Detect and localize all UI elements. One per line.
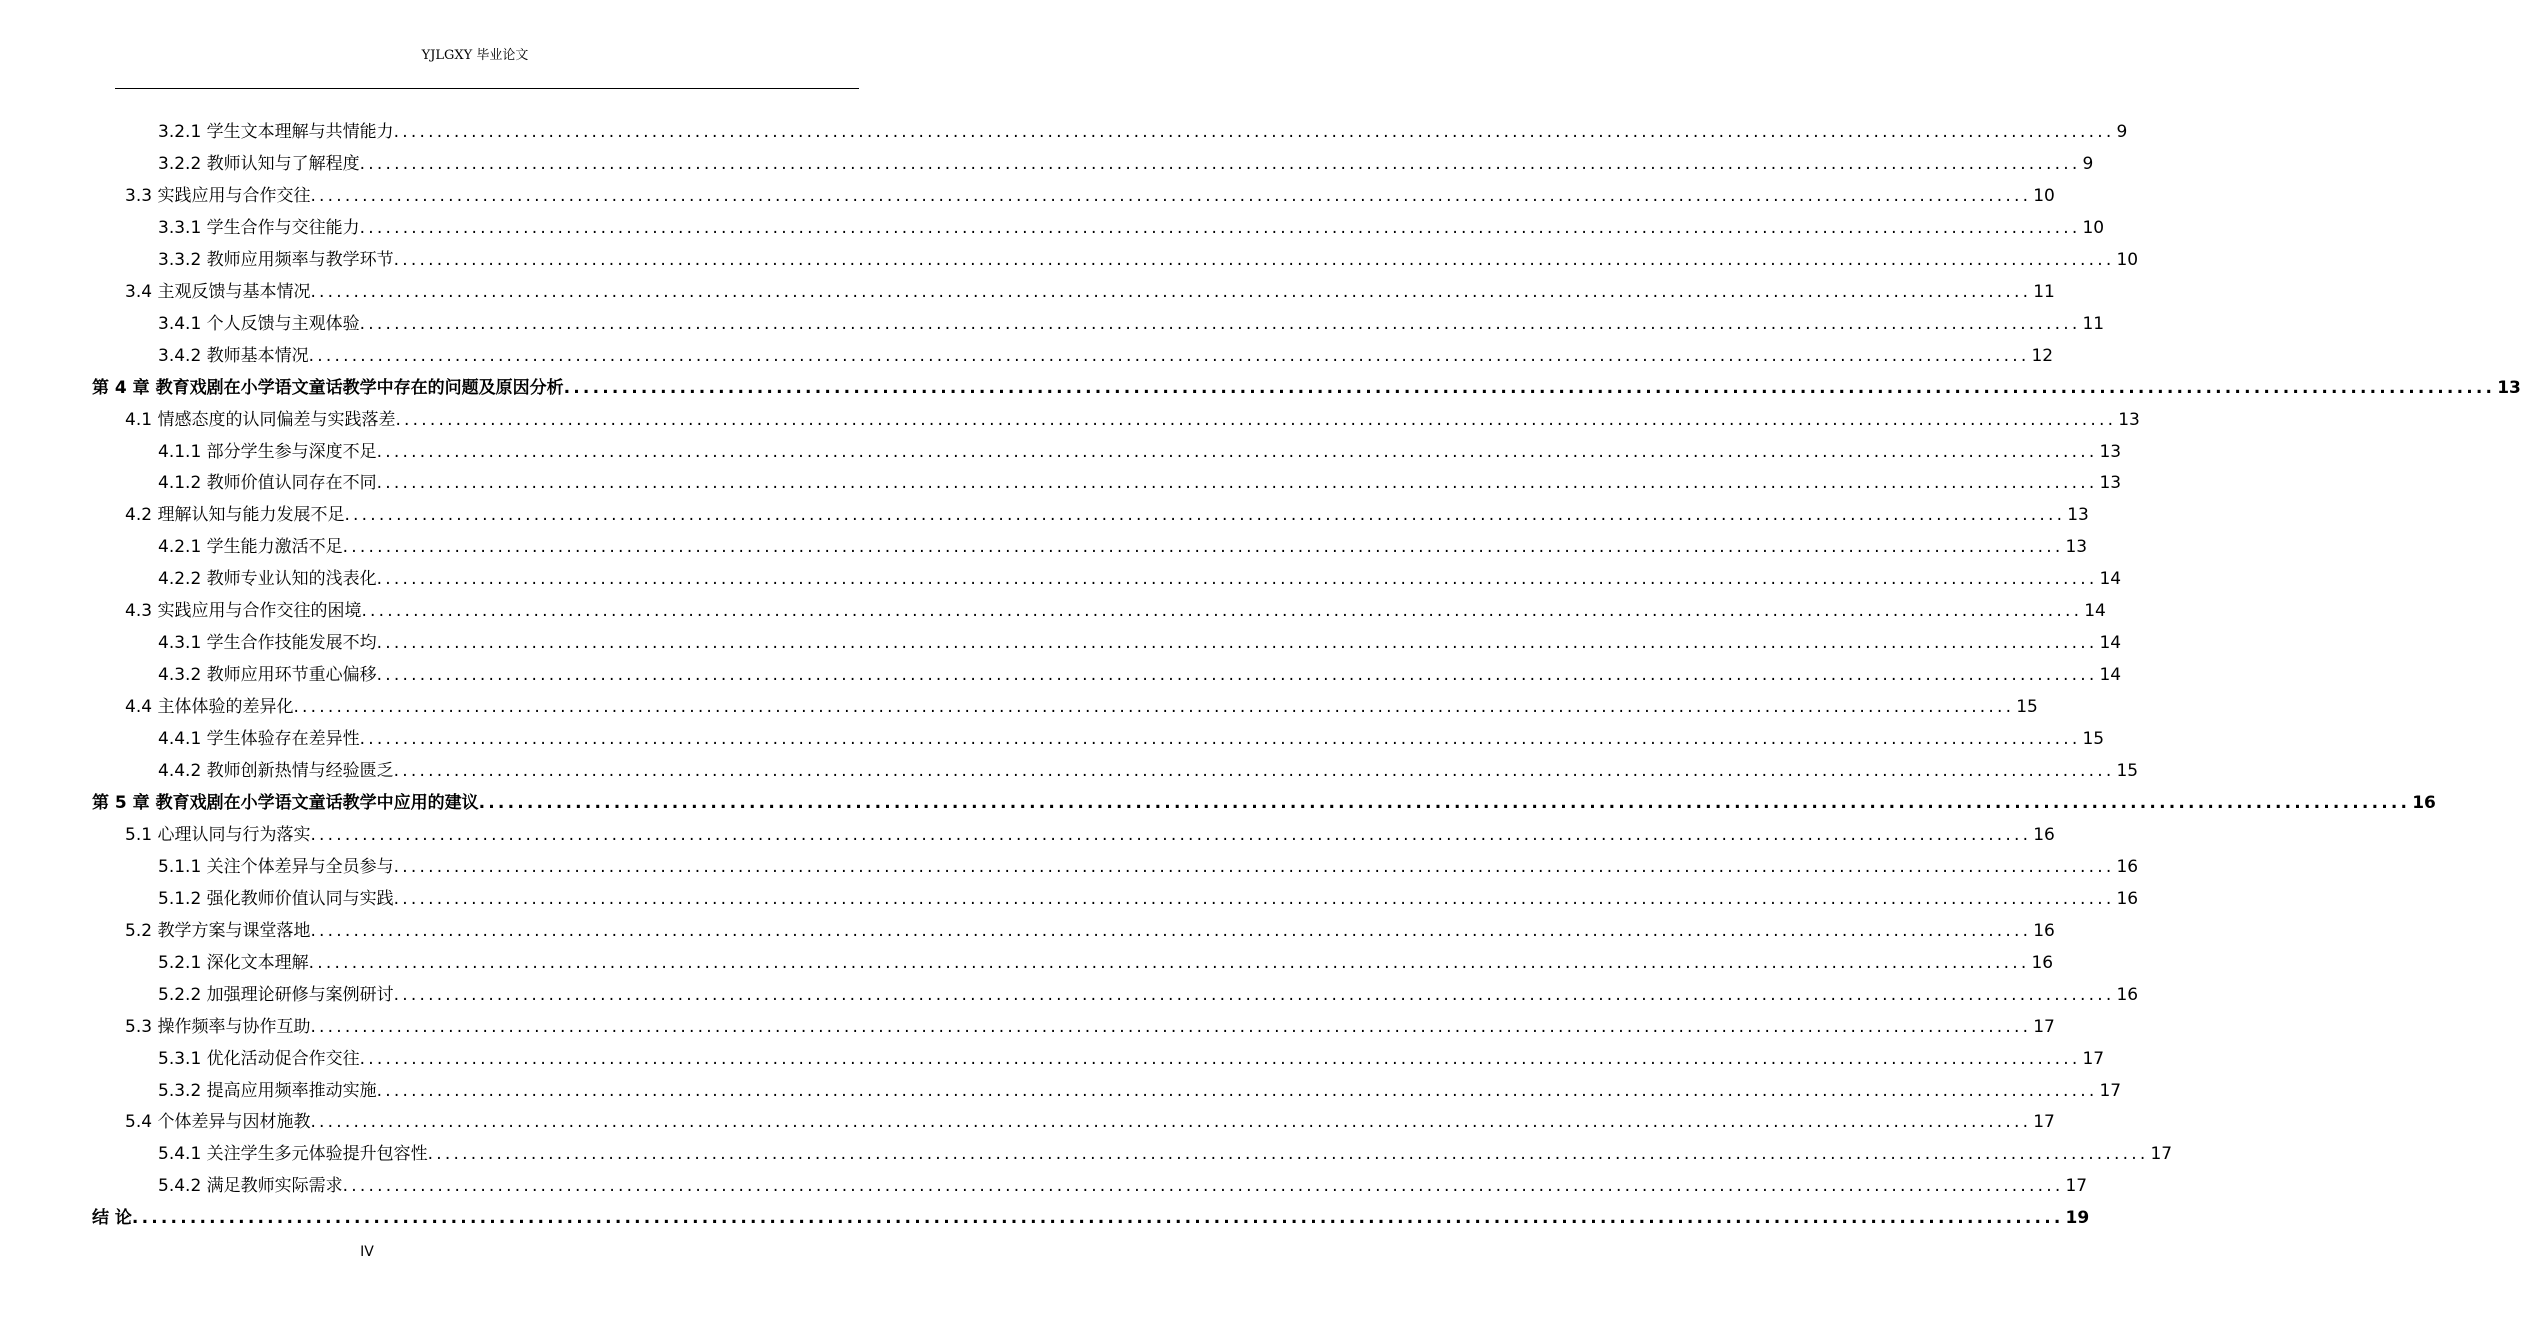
toc-dot-leader: ........................................................................................................................................................................................................ xyxy=(310,1112,2032,1133)
toc-entry-page: 16 xyxy=(2116,984,2139,1005)
toc-entry-label: 5.1.1 关注个体差异与全员参与 xyxy=(158,856,394,877)
toc-entry-label: 4.3.2 教师应用环节重心偏移 xyxy=(158,665,377,686)
toc-dot-leader: ........................................................................................................................................................................................................ xyxy=(393,888,2115,909)
toc-entry[interactable] xyxy=(92,372,2521,404)
toc-dot-leader: ........................................................................................................................................................................................................ xyxy=(376,633,2098,654)
toc-entry-label: 5.2.2 加强理论研修与案例研讨 xyxy=(158,984,394,1005)
toc-entry-page: 16 xyxy=(2031,952,2054,973)
toc-entry-label: 3.3 实践应用与合作交往 xyxy=(125,185,311,206)
toc-entry[interactable] xyxy=(125,915,2055,947)
toc-dot-leader: ........................................................................................................................................................................................................ xyxy=(310,1016,2032,1037)
toc-entry-label: 4.1.1 部分学生参与深度不足 xyxy=(158,441,377,462)
toc-dot-leader: ........................................................................................................................................................................................................ xyxy=(563,377,2496,398)
toc-entry-label: 4.2.1 学生能力激活不足 xyxy=(158,537,343,558)
header-rule xyxy=(115,88,859,89)
toc-dot-leader: ........................................................................................................................................................................................................ xyxy=(376,473,2098,494)
toc-entry[interactable] xyxy=(158,627,2122,659)
toc-dot-leader: ........................................................................................................................................................................................................ xyxy=(342,1176,2064,1197)
toc-entry[interactable] xyxy=(158,1170,2088,1202)
toc-dot-leader: ........................................................................................................................................................................................................ xyxy=(310,824,2032,845)
toc-dot-leader: ........................................................................................................................................................................................................ xyxy=(359,153,2081,174)
toc-entry-page: 13 xyxy=(2497,377,2521,398)
toc-entry-page: 17 xyxy=(2150,1144,2173,1165)
toc-entry-label: 第 5 章 教育戏剧在小学语文童话教学中应用的建议 xyxy=(92,792,479,813)
toc-entry[interactable] xyxy=(158,531,2088,563)
toc-entry[interactable] xyxy=(158,755,2139,787)
toc-entry[interactable] xyxy=(125,1011,2055,1043)
toc-entry-page: 15 xyxy=(2016,697,2038,718)
toc-entry[interactable] xyxy=(125,180,2055,212)
toc-entry[interactable] xyxy=(158,1075,2122,1107)
page-header: YJLGXY 毕业论文 xyxy=(421,48,529,63)
toc-entry-page: 16 xyxy=(2033,920,2055,941)
toc-entry[interactable] xyxy=(158,1138,2173,1170)
toc-dot-leader: ........................................................................................................................................................................................................ xyxy=(359,313,2081,334)
toc-entry[interactable] xyxy=(158,1043,2105,1075)
toc-entry-label: 4.3 实践应用与合作交往的困境 xyxy=(125,601,362,622)
toc-entry-label: 3.3.1 学生合作与交往能力 xyxy=(158,217,360,238)
toc-entry-page: 13 xyxy=(2099,441,2122,462)
toc-entry[interactable] xyxy=(158,244,2139,276)
toc-entry-page: 9 xyxy=(2116,122,2128,142)
toc-entry[interactable] xyxy=(158,436,2122,468)
toc-entry-label: 4.1 情感态度的认同偏差与实践落差 xyxy=(125,409,396,430)
toc-entry[interactable] xyxy=(92,787,2436,819)
toc-entry-page: 19 xyxy=(2065,1208,2090,1229)
toc-entry-label: 3.2.2 教师认知与了解程度 xyxy=(158,153,360,174)
toc-entry-page: 12 xyxy=(2031,345,2054,366)
toc-dot-leader: ........................................................................................................................................................................................................ xyxy=(308,952,2030,973)
toc-dot-leader: ........................................................................................................................................................................................................ xyxy=(427,1144,2149,1165)
toc-entry[interactable] xyxy=(158,212,2105,244)
toc-entry-label: 第 4 章 教育戏剧在小学语文童话教学中存在的问题及原因分析 xyxy=(92,377,564,398)
toc-entry[interactable] xyxy=(125,1106,2055,1138)
toc-dot-leader: ........................................................................................................................................................................................................ xyxy=(293,697,2015,718)
toc-entry-label: 4.4 主体体验的差异化 xyxy=(125,697,294,718)
toc-dot-leader: ........................................................................................................................................................................................................ xyxy=(393,761,2115,781)
toc-entry-page: 13 xyxy=(2118,409,2140,430)
toc-entry[interactable] xyxy=(158,116,2128,148)
toc-entry-label: 3.2.1 学生文本理解与共情能力 xyxy=(158,122,394,142)
toc-entry[interactable] xyxy=(158,659,2122,691)
toc-dot-leader: ........................................................................................................................................................................................................ xyxy=(359,729,2081,750)
toc-dot-leader: ........................................................................................................................................................................................................ xyxy=(361,601,2083,622)
toc-dot-leader: ........................................................................................................................................................................................................ xyxy=(359,1048,2081,1069)
toc-dot-leader: ........................................................................................................................................................................................................ xyxy=(393,122,2115,142)
toc-entry-page: 14 xyxy=(2099,633,2122,654)
toc-dot-leader: ........................................................................................................................................................................................................ xyxy=(359,217,2081,238)
toc-entry-page: 14 xyxy=(2099,569,2122,590)
toc-dot-leader: ........................................................................................................................................................................................................ xyxy=(344,505,2066,526)
toc-entry[interactable] xyxy=(158,467,2122,499)
toc-entry-label: 4.4.1 学生体验存在差异性 xyxy=(158,729,360,750)
toc-dot-leader: ........................................................................................................................................................................................................ xyxy=(310,185,2032,206)
toc-dot-leader: ........................................................................................................................................................................................................ xyxy=(478,792,2411,813)
toc-entry[interactable] xyxy=(125,691,2038,723)
toc-entry-label: 5.1.2 强化教师价值认同与实践 xyxy=(158,888,394,909)
toc-entry-page: 9 xyxy=(2082,153,2094,174)
toc-entry-label: 4.1.2 教师价值认同存在不同 xyxy=(158,473,377,494)
toc-entry-page: 17 xyxy=(2099,1080,2122,1101)
toc-entry-label: 5.3 操作频率与协作互助 xyxy=(125,1016,311,1037)
toc-entry-label: 4.2 理解认知与能力发展不足 xyxy=(125,505,345,526)
toc-entry-page: 17 xyxy=(2033,1016,2055,1037)
toc-entry-page: 17 xyxy=(2065,1176,2088,1197)
toc-entry[interactable] xyxy=(158,851,2139,883)
toc-dot-leader: ........................................................................................................................................................................................................ xyxy=(393,856,2115,877)
toc-entry-label: 3.4.1 个人反馈与主观体验 xyxy=(158,313,360,334)
toc-entry-page: 17 xyxy=(2082,1048,2105,1069)
toc-entry-page: 13 xyxy=(2067,505,2089,526)
toc-dot-leader: ........................................................................................................................................................................................................ xyxy=(310,920,2032,941)
toc-dot-leader: ........................................................................................................................................................................................................ xyxy=(393,984,2115,1005)
toc-entry-label: 结 论 xyxy=(92,1208,132,1229)
toc-entry[interactable] xyxy=(125,819,2055,851)
toc-entry[interactable] xyxy=(158,563,2122,595)
toc-dot-leader: ........................................................................................................................................................................................................ xyxy=(308,345,2030,366)
toc-entry[interactable] xyxy=(125,595,2106,627)
toc-entry-page: 15 xyxy=(2116,761,2139,781)
toc-entry[interactable] xyxy=(158,148,2094,180)
toc-entry[interactable] xyxy=(158,883,2139,915)
toc-entry-page: 10 xyxy=(2033,185,2055,206)
toc-entry-page: 17 xyxy=(2033,1112,2055,1133)
page-number: IV xyxy=(360,1244,374,1260)
toc-entry-label: 3.3.2 教师应用频率与教学环节 xyxy=(158,249,394,270)
toc-entry-label: 3.4 主观反馈与基本情况 xyxy=(125,281,311,302)
toc-dot-leader: ........................................................................................................................................................................................................ xyxy=(376,1080,2098,1101)
toc-entry-page: 16 xyxy=(2033,824,2055,845)
toc-dot-leader: ........................................................................................................................................................................................................ xyxy=(342,537,2064,558)
toc-entry-label: 5.3.2 提高应用频率推动实施 xyxy=(158,1080,377,1101)
toc-entry-label: 4.4.2 教师创新热情与经验匮乏 xyxy=(158,761,394,781)
toc-dot-leader: ........................................................................................................................................................................................................ xyxy=(131,1208,2064,1229)
toc-entry-page: 14 xyxy=(2099,665,2122,686)
toc-entry[interactable] xyxy=(125,276,2055,308)
toc-dot-leader: ........................................................................................................................................................................................................ xyxy=(393,249,2115,270)
toc-entry-label: 5.4 个体差异与因材施教 xyxy=(125,1112,311,1133)
toc-entry-label: 5.4.1 关注学生多元体验提升包容性 xyxy=(158,1144,428,1165)
toc-entry-label: 5.1 心理认同与行为落实 xyxy=(125,824,311,845)
toc-entry[interactable] xyxy=(158,979,2139,1011)
toc-entry-label: 5.3.1 优化活动促合作交往 xyxy=(158,1048,360,1069)
toc-entry[interactable] xyxy=(92,1202,2090,1234)
toc-dot-leader: ........................................................................................................................................................................................................ xyxy=(376,441,2098,462)
toc-entry-page: 16 xyxy=(2412,792,2436,813)
toc-entry[interactable] xyxy=(158,947,2054,979)
toc-entry-label: 4.2.2 教师专业认知的浅表化 xyxy=(158,569,377,590)
toc-entry-page: 13 xyxy=(2099,473,2122,494)
toc-entry[interactable] xyxy=(158,723,2105,755)
toc-entry-page: 14 xyxy=(2084,601,2106,622)
toc-entry-label: 5.2 教学方案与课堂落地 xyxy=(125,920,311,941)
toc-dot-leader: ........................................................................................................................................................................................................ xyxy=(376,665,2098,686)
toc-entry-label: 3.4.2 教师基本情况 xyxy=(158,345,309,366)
toc-entry-page: 13 xyxy=(2065,537,2088,558)
toc-dot-leader: ........................................................................................................................................................................................................ xyxy=(376,569,2098,590)
toc-entry-page: 11 xyxy=(2033,281,2055,302)
toc-dot-leader: ........................................................................................................................................................................................................ xyxy=(395,409,2117,430)
toc-entry-page: 15 xyxy=(2082,729,2105,750)
toc-entry[interactable] xyxy=(158,308,2105,340)
toc-entry[interactable] xyxy=(125,404,2140,436)
toc-entry-label: 5.2.1 深化文本理解 xyxy=(158,952,309,973)
toc-entry[interactable] xyxy=(125,499,2089,531)
toc-entry[interactable] xyxy=(158,340,2054,372)
toc-entry-label: 4.3.1 学生合作技能发展不均 xyxy=(158,633,377,654)
toc-entry-page: 16 xyxy=(2116,856,2139,877)
toc-entry-page: 10 xyxy=(2082,217,2105,238)
toc-dot-leader: ........................................................................................................................................................................................................ xyxy=(310,281,2032,302)
toc-entry-page: 10 xyxy=(2116,249,2139,270)
toc-entry-label: 5.4.2 满足教师实际需求 xyxy=(158,1176,343,1197)
toc-entry-page: 11 xyxy=(2082,313,2105,334)
toc-entry-page: 16 xyxy=(2116,888,2139,909)
